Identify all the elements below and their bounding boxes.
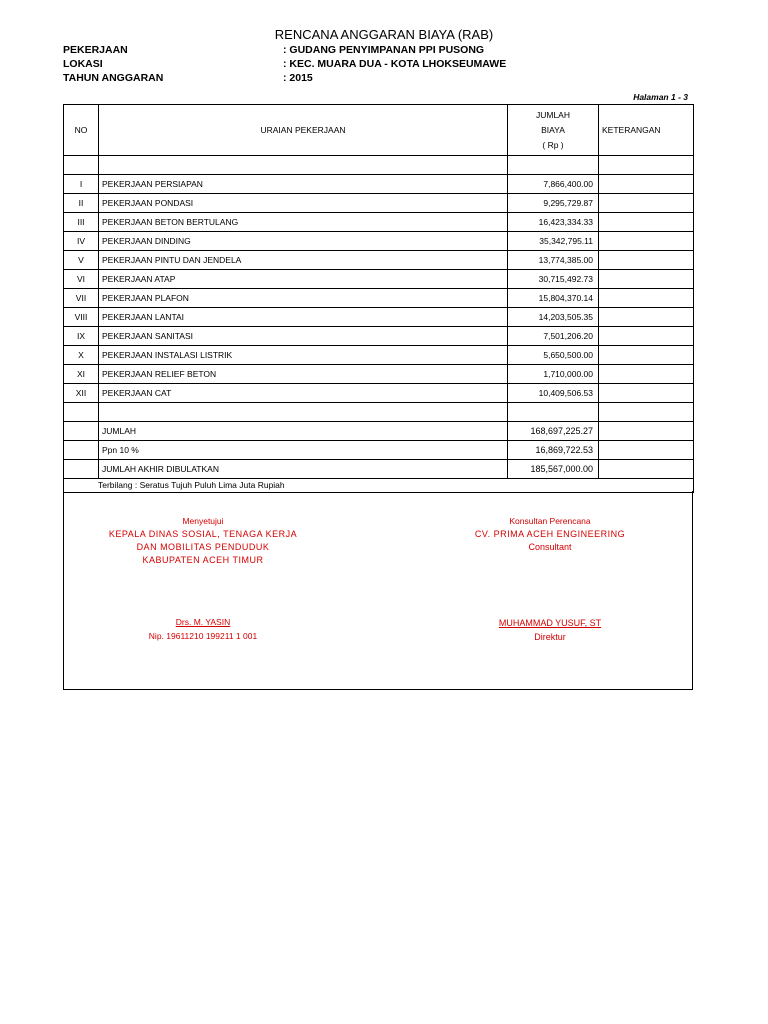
row-keterangan [599,175,694,194]
table-row [64,308,694,327]
row-keterangan [599,308,694,327]
row-keterangan [599,384,694,403]
row-uraian: PEKERJAAN PINTU DAN JENDELA [99,251,508,270]
header-rp-text: ( Rp ) [542,139,564,150]
row-no: VI [64,270,99,289]
right-sig-role: Direktur [534,632,566,642]
header-jumlah-text: JUMLAH [535,109,570,120]
left-sig-org-line1: KEPALA DINAS SOSIAL, TENAGA KERJA [108,529,298,539]
row-uraian: PEKERJAAN ATAP [99,270,508,289]
row-no: X [64,346,99,365]
summary-row-jumlah [64,422,694,441]
row-keterangan [599,289,694,308]
row-keterangan [599,213,694,232]
meta-label-tahun: TAHUN ANGGARAN [63,72,164,84]
row-no: III [64,213,99,232]
row-no: XI [64,365,99,384]
row-keterangan [599,346,694,365]
meta-value-pekerjaan: : GUDANG PENYIMPANAN PPI PUSONG [283,44,485,56]
row-biaya: 15,804,370.14 [508,289,599,308]
left-sig-org-line2: DAN MOBILITAS PENDUDUK [136,542,270,552]
page-number: Halaman 1 - 3 [633,92,688,102]
row-uraian: PEKERJAAN INSTALASI LISTRIK [99,346,508,365]
row-uraian: PEKERJAAN DINDING [99,232,508,251]
table-row [64,232,694,251]
row-biaya: 7,866,400.00 [508,175,599,194]
row-uraian: PEKERJAAN PLAFON [99,289,508,308]
header-biaya-text: BIAYA [541,124,565,135]
table-row [64,175,694,194]
document-title: RENCANA ANGGARAN BIAYA (RAB) [274,27,494,42]
row-biaya: 35,342,795.11 [508,232,599,251]
table-row [64,194,694,213]
row-no: I [64,175,99,194]
row-biaya: 7,501,206.20 [508,327,599,346]
row-uraian: PEKERJAAN LANTAI [99,308,508,327]
right-sig-org-line2: Consultant [528,542,572,552]
summary-value: 185,567,000.00 [508,460,599,479]
header-keterangan [599,105,694,156]
right-sig-org-line1: CV. PRIMA ACEH ENGINEERING [474,529,626,539]
row-no: II [64,194,99,213]
left-sig-name: Drs. M. YASIN [175,617,231,627]
summary-value: 16,869,722.53 [508,441,599,460]
row-biaya: 30,715,492.73 [508,270,599,289]
summary-row-ppn [64,441,694,460]
row-biaya: 10,409,506.53 [508,384,599,403]
meta-value-tahun: : 2015 [283,72,313,84]
row-keterangan [599,194,694,213]
table-row [64,251,694,270]
summary-row-total [64,460,694,479]
row-no: VIII [64,308,99,327]
row-uraian: PEKERJAAN PERSIAPAN [99,175,508,194]
header-uraian: URAIAN PEKERJAAN [99,105,508,156]
row-no: IV [64,232,99,251]
table-row [64,384,694,403]
table-row [64,327,694,346]
row-keterangan [599,365,694,384]
meta-label-pekerjaan: PEKERJAAN [63,44,128,56]
summary-label: JUMLAH AKHIR DIBULATKAN [99,460,508,479]
summary-label: Ppn 10 % [99,441,508,460]
row-no: VII [64,289,99,308]
table-header-row [64,105,694,156]
row-biaya: 14,203,505.35 [508,308,599,327]
row-no: V [64,251,99,270]
row-uraian: PEKERJAAN SANITASI [99,327,508,346]
row-keterangan [599,251,694,270]
row-biaya: 9,295,729.87 [508,194,599,213]
row-no: XII [64,384,99,403]
row-uraian: PEKERJAAN RELIEF BETON [99,365,508,384]
table-spacer-row [64,156,694,175]
row-keterangan [599,327,694,346]
table-row [64,289,694,308]
table-row [64,365,694,384]
left-sig-caption: Menyetujui [182,516,224,526]
summary-label: JUMLAH [99,422,508,441]
right-sig-caption: Konsultan Perencana [509,516,591,526]
table-row [64,270,694,289]
header-keterangan-text: KETERANGAN [602,124,661,135]
row-biaya: 5,650,500.00 [508,346,599,365]
table-row [64,346,694,365]
header-no: NO [64,105,99,156]
right-sig-name: MUHAMMAD YUSUF, ST [498,618,602,628]
row-uraian: PEKERJAAN PONDASI [99,194,508,213]
meta-value-lokasi: : KEC. MUARA DUA - KOTA LHOKSEUMAWE [283,58,507,70]
rab-table [63,104,694,493]
row-biaya: 16,423,334.33 [508,213,599,232]
header-biaya [508,105,599,156]
table-spacer-row [64,403,694,422]
row-keterangan [599,232,694,251]
left-sig-org-line3: KABUPATEN ACEH TIMUR [142,555,264,565]
left-sig-nip: Nip. 19611210 199211 1 001 [148,631,258,641]
row-no: IX [64,327,99,346]
row-uraian: PEKERJAAN BETON BERTULANG [99,213,508,232]
row-biaya: 1,710,000.00 [508,365,599,384]
row-keterangan [599,270,694,289]
summary-value: 168,697,225.27 [508,422,599,441]
row-biaya: 13,774,385.00 [508,251,599,270]
terbilang-text: Terbilang : Seratus Tujuh Puluh Lima Juta Rupiah [64,479,694,493]
table-row [64,213,694,232]
meta-label-lokasi: LOKASI [63,58,103,70]
row-uraian: PEKERJAAN CAT [99,384,508,403]
